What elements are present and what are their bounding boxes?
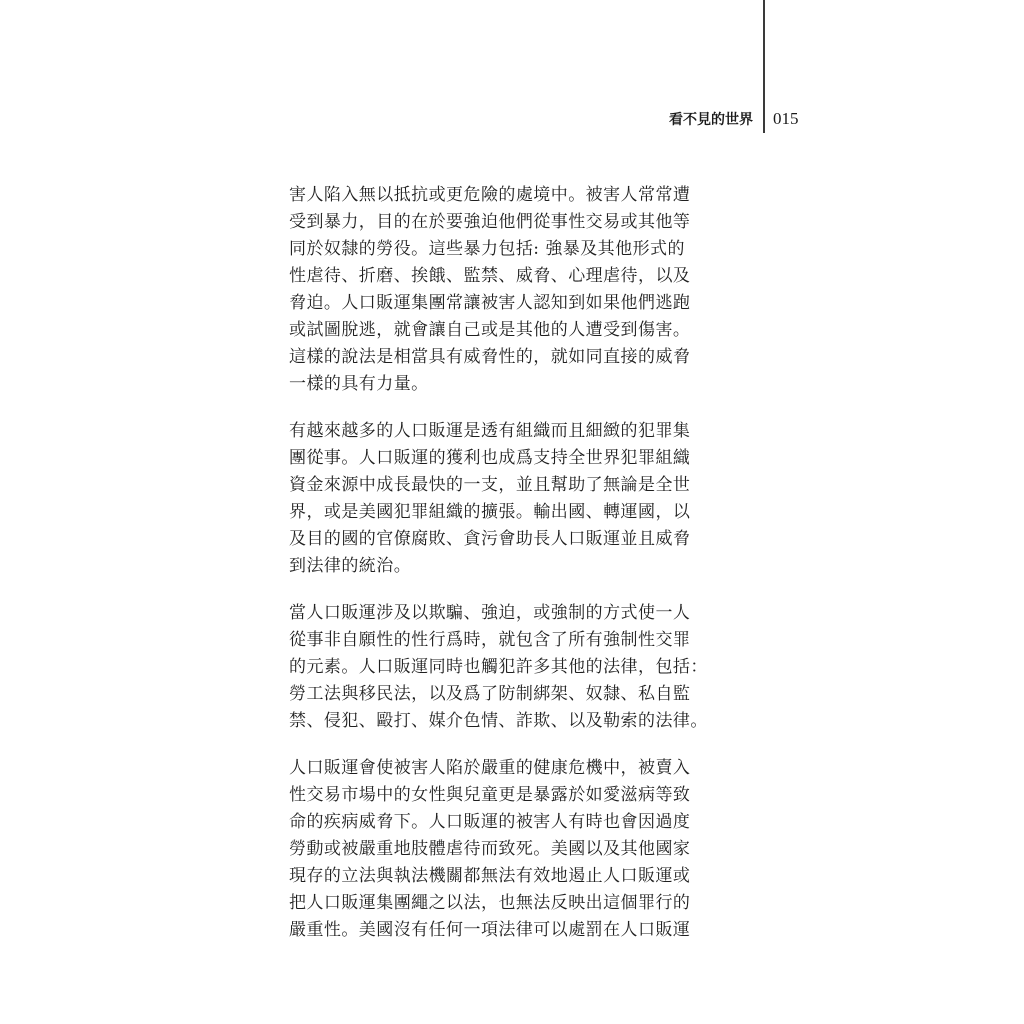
text-line: 同於奴隸的勞役。這些暴力包括: 強暴及其他形式的 bbox=[289, 239, 685, 259]
text-line: 當人口販運涉及以欺騙、強迫，或強制的方式使一人 bbox=[289, 603, 691, 623]
text-line: 勞工法與移民法，以及爲了防制綁架、奴隸、私自監 bbox=[289, 684, 691, 704]
text-line: 勞動或被嚴重地肢體虐待而致死。美國以及其他國家 bbox=[289, 839, 691, 859]
text-line: 資金來源中成長最快的一支，並且幫助了無論是全世 bbox=[289, 475, 691, 495]
text-line: 的元素。人口販運同時也觸犯許多其他的法律，包括： bbox=[289, 657, 708, 677]
text-line: 脅迫。人口販運集團常讓被害人認知到如果他們逃跑 bbox=[289, 293, 691, 313]
text-line: 現存的立法與執法機關都無法有效地遏止人口販運或 bbox=[289, 866, 691, 886]
text-line: 或試圖脫逃，就會讓自己或是其他的人遭受到傷害。 bbox=[289, 320, 691, 340]
text-line: 害人陷入無以抵抗或更危險的處境中。被害人常常遭 bbox=[289, 185, 691, 205]
text-line: 界，或是美國犯罪組織的擴張。輸出國、轉運國，以 bbox=[289, 502, 691, 522]
text-line: 一樣的具有力量。 bbox=[289, 374, 429, 394]
text-line: 人口販運會使被害人陷於嚴重的健康危機中，被賣入 bbox=[289, 758, 691, 778]
running-title: 看不見的世界 bbox=[669, 112, 753, 128]
text-line: 把人口販運集團繩之以法，也無法反映出這個罪行的 bbox=[289, 893, 691, 913]
text-line: 這樣的說法是相當具有威脅性的，就如同直接的威脅 bbox=[289, 347, 691, 367]
paragraph-3 bbox=[289, 600, 729, 735]
text-line: 性虐待、折磨、挨餓、監禁、威脅、心理虐待，以及 bbox=[289, 266, 691, 286]
paragraph-4 bbox=[289, 755, 729, 944]
paragraph-2 bbox=[289, 418, 729, 580]
text-line: 及目的國的官僚腐敗、貪污會助長人口販運並且威脅 bbox=[289, 529, 691, 549]
text-line: 命的疾病威脅下。人口販運的被害人有時也會因過度 bbox=[289, 812, 691, 832]
body-text bbox=[289, 182, 729, 964]
text-line: 禁、侵犯、毆打、媒介色情、詐欺、以及勒索的法律。 bbox=[289, 711, 708, 731]
text-line: 受到暴力，目的在於要強迫他們從事性交易或其他等 bbox=[289, 212, 691, 232]
text-line: 團從事。人口販運的獲利也成爲支持全世界犯罪組織 bbox=[289, 448, 691, 468]
text-line: 性交易市場中的女性與兒童更是暴露於如愛滋病等致 bbox=[289, 785, 691, 805]
header-vertical-rule bbox=[763, 0, 765, 133]
page-number: 015 bbox=[773, 109, 799, 128]
paragraph-1 bbox=[289, 182, 729, 398]
text-line: 到法律的統治。 bbox=[289, 556, 412, 576]
text-line: 從事非自願性的性行爲時，就包含了所有強制性交罪 bbox=[289, 630, 691, 650]
text-line: 有越來越多的人口販運是透有組織而且細緻的犯罪集 bbox=[289, 421, 691, 441]
text-line: 嚴重性。美國沒有任何一項法律可以處罰在人口販運 bbox=[289, 920, 691, 940]
